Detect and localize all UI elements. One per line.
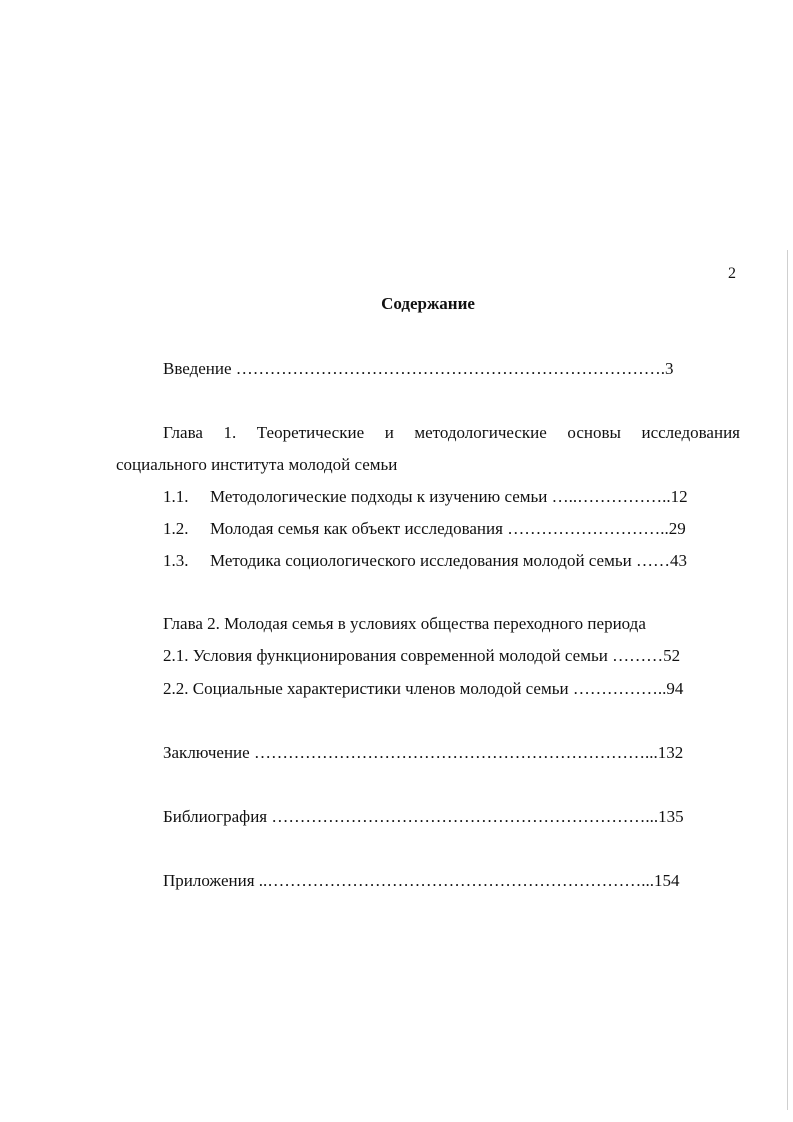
toc-chapter2-title: Глава 2. Молодая семья в условиях общества переходного периода bbox=[163, 614, 646, 633]
scan-edge-line bbox=[787, 250, 788, 1110]
toc-entry-2-1: 2.1. Условия функционирования современной молодой семьи ………52 bbox=[163, 646, 681, 665]
toc-section-number: 1.2. bbox=[163, 519, 189, 538]
toc-section-number: 1.1. bbox=[163, 487, 189, 506]
toc-entry-1-2 bbox=[163, 519, 686, 539]
toc-chapter1-title-line1: Глава 1. Теоретические и методологические основы исследования bbox=[163, 423, 740, 442]
toc-chapter1-title-line2: социального института молодой семьи bbox=[116, 455, 398, 474]
toc-entry-conclusion: Заключение ……………………………………………………………...132 bbox=[163, 743, 684, 762]
toc-section-text: Молодая семья как объект исследования ………………………..29 bbox=[210, 519, 686, 538]
page-number: 2 bbox=[728, 265, 736, 282]
toc-entry-appendices: Приложения ..…………………………………………………………...154 bbox=[163, 871, 680, 890]
toc-entry-bibliography: Библиография …………………………………………………………...135 bbox=[163, 807, 684, 826]
toc-entry-2-2: 2.2. Социальные характеристики членов молодой семьи ……………..94 bbox=[163, 679, 684, 698]
page-title: Содержание bbox=[381, 294, 475, 313]
toc-entry-intro: Введение ………………………………………………………………….3 bbox=[163, 359, 674, 378]
toc-entry-1-3 bbox=[163, 551, 687, 571]
toc-section-text: Методика социологического исследования молодой семьи ……43 bbox=[210, 551, 687, 570]
toc-section-number: 1.3. bbox=[163, 551, 189, 570]
toc-entry-1-1 bbox=[163, 487, 688, 507]
toc-section-text: Методологические подходы к изучению семьи …..……………..12 bbox=[210, 487, 688, 506]
